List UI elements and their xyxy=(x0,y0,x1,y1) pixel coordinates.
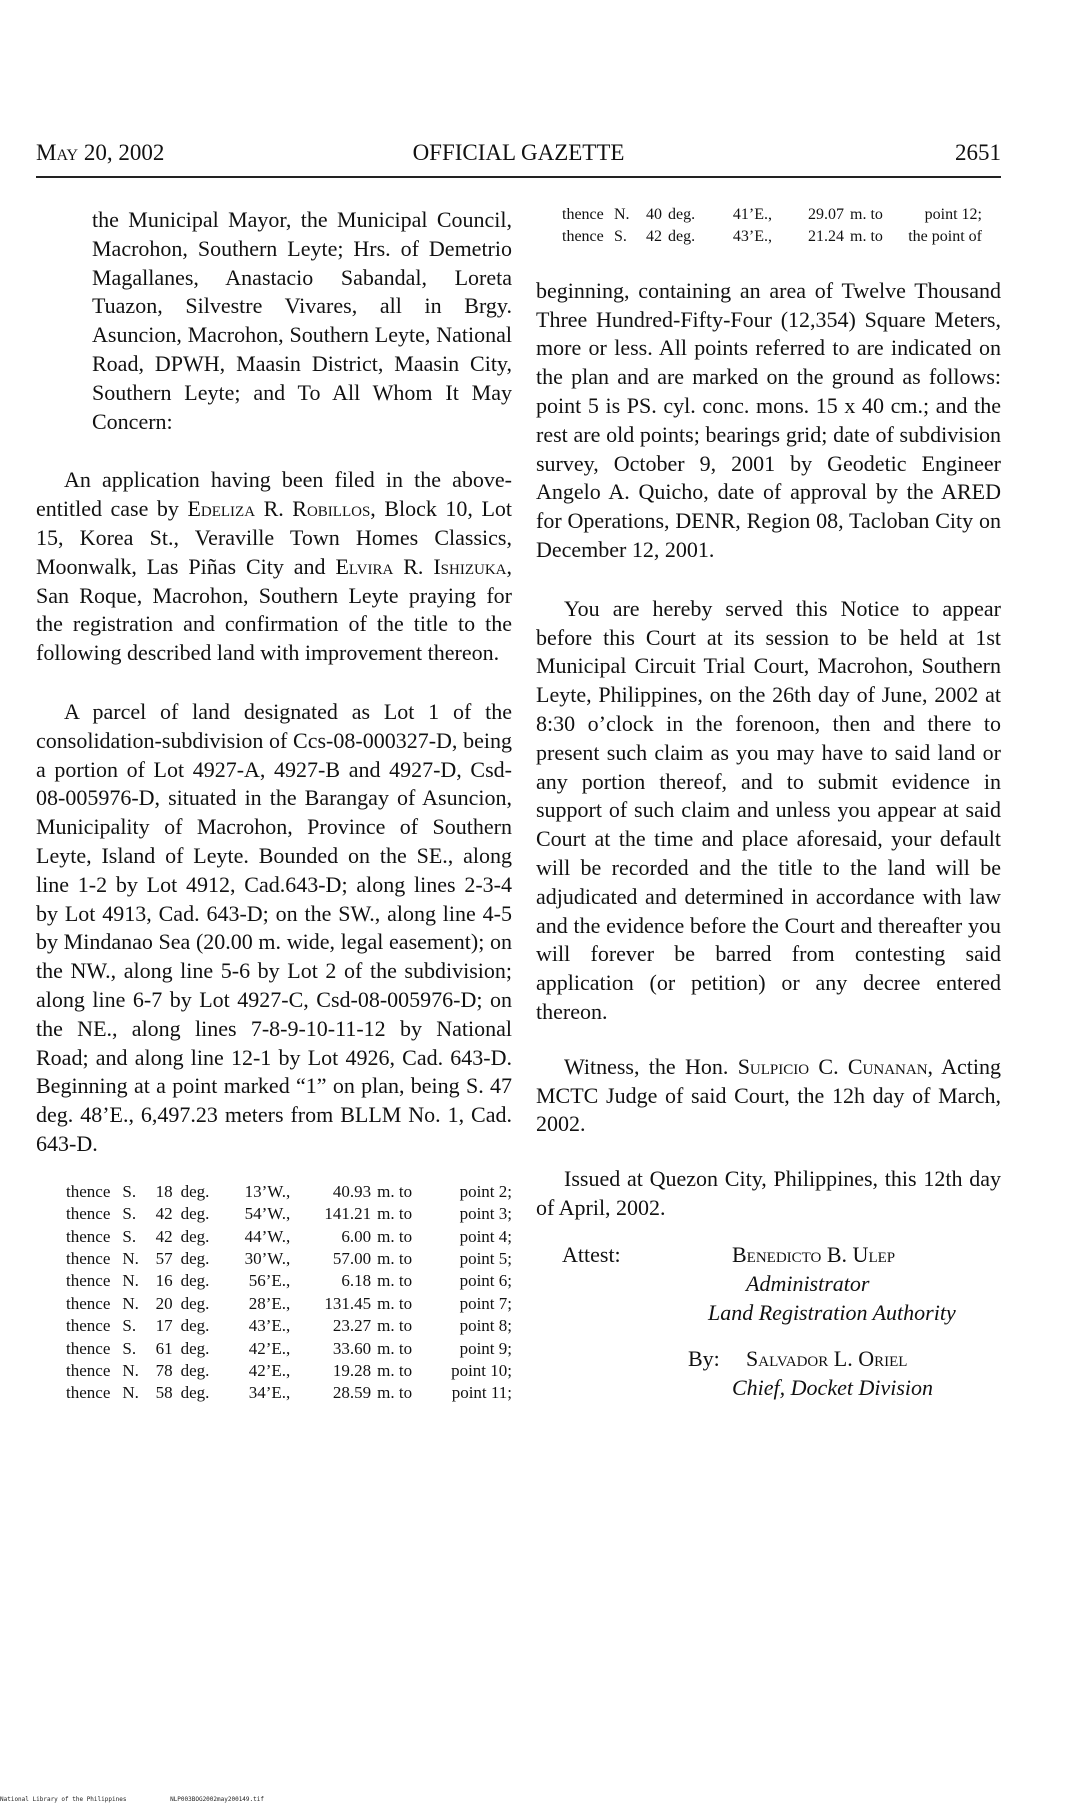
bearings-table-right xyxy=(562,204,982,249)
applicant-2-name: Elvira R. Ishizuka xyxy=(335,553,507,579)
bearing-cell: deg. xyxy=(668,228,696,246)
bearing-cell: N. xyxy=(122,1248,139,1268)
scan-file-id: NLP003BOG2002may200149.tif xyxy=(170,1796,264,1803)
bearings-table-left xyxy=(66,1181,512,1405)
bearing-cell: m. to xyxy=(377,1204,413,1224)
bearing-cell: 57 xyxy=(155,1248,173,1268)
header-rule xyxy=(36,176,1001,178)
attest-label: Attest: xyxy=(562,1241,621,1267)
page-header xyxy=(36,140,1001,174)
bearing-row xyxy=(66,1315,512,1337)
bearing-cell: m. to xyxy=(377,1316,413,1336)
bearing-cell: S. xyxy=(614,228,627,246)
bearing-cell: m. to xyxy=(377,1383,413,1403)
bearing-cell: S. xyxy=(122,1204,137,1224)
bearing-cell: 40.93 xyxy=(332,1181,372,1201)
bearing-cell: 42 xyxy=(155,1204,173,1224)
bearing-cell: thence xyxy=(66,1383,111,1403)
bearing-cell: 17 xyxy=(155,1316,173,1336)
bearing-row xyxy=(66,1338,512,1360)
bearing-cell: 44’W., xyxy=(244,1226,291,1246)
bearing-cell: 6.18 xyxy=(341,1271,372,1291)
bearing-cell: deg. xyxy=(668,206,696,223)
bearing-cell: m. to xyxy=(377,1293,413,1313)
bearing-cell: N. xyxy=(122,1383,139,1403)
bearing-cell: 43’E., xyxy=(732,228,772,246)
bearing-cell: thence xyxy=(66,1316,111,1336)
by-signer-title: Chief, Docket Division xyxy=(732,1374,934,1400)
bearing-cell: 42 xyxy=(646,228,662,246)
bearing-cell: 28.59 xyxy=(332,1383,372,1403)
area-description-paragraph: beginning, containing an area of Twelve Thousand Three Hundred-Fifty-Four (12,354) Square Meters, more or less. All points referred to are indicated on the plan and are marked on the ground as follows: point 5 is PS. cyl. conc. mons. 15 x 40 cm.; and the rest are old points; bearings grid; date of subdivision survey, October 9, 2001 by Geodetic Engineer Angelo A. Quicho, date of approval by the ARED for Operations, DENR, Region 08, Tacloban City on December 12, 2001. xyxy=(536,277,1001,562)
bearing-row xyxy=(66,1382,512,1404)
bearing-cell: 78 xyxy=(155,1360,173,1380)
application-text-3: , San Roque, Macrohon, Southern Leyte praying for the registration and confirmation of the title to the following described land with improvement thereon. xyxy=(36,553,512,666)
bearing-row xyxy=(66,1181,512,1203)
bearing-row xyxy=(562,226,982,248)
bearing-cell: deg. xyxy=(180,1293,210,1313)
parcel-description-paragraph: A parcel of land designated as Lot 1 of the consolidation-subdivision of Ccs-08-000327-D, being a portion of Lot 4927-A, 4927-B and 4927-D, Csd-08-005976-D, situated in the Barangay of Asuncion, Municipality of Macrohon, Province of Southern Leyte, Island of Leyte. Bounded on the SE., along line 1-2 by Lot 4912, Cad.643-D; along lines 2-3-4 by Lot 4913, Cad. 643-D; on the SW., along line 4-5 by Mindanao Sea (20.00 m. wide, legal easement); on the NW., along line 5-6 by Lot 2 of the subdivision; along line 6-7 by Lot 4927-C, Csd-08-005976-D; on the NE., along lines 7-8-9-10-11-12 by National Road; and along line 12-1 by Lot 4926, Cad. 643-D. Beginning at a point marked “1” on plan, being S. 47 deg. 48’E., 6,497.23 meters from BLLM No. 1, Cad. 643-D. xyxy=(36,698,512,1156)
bearing-cell: 42’E., xyxy=(248,1338,291,1358)
bearing-cell: S. xyxy=(122,1338,137,1358)
bearing-cell: 61 xyxy=(155,1338,173,1358)
by-block xyxy=(536,1345,1001,1409)
bearing-row xyxy=(66,1226,512,1248)
bearing-cell: deg. xyxy=(180,1316,210,1336)
bearing-cell: thence xyxy=(66,1248,111,1268)
bearing-cell: 56’E., xyxy=(248,1271,291,1291)
publication-title: OFFICIAL GAZETTE xyxy=(412,140,625,165)
bearing-cell: deg. xyxy=(180,1248,210,1268)
scan-footer xyxy=(0,1796,304,1803)
bearing-cell: m. to xyxy=(850,206,883,223)
attest-signer-title: Administrator xyxy=(746,1270,870,1296)
bearing-cell: 42 xyxy=(155,1226,173,1246)
bearing-cell: 131.45 xyxy=(324,1293,372,1313)
bearing-cell: 34’E., xyxy=(248,1383,291,1403)
bearing-cell: thence xyxy=(66,1181,111,1201)
applicant-1-name: Edeliza R. Robillos xyxy=(187,496,371,522)
by-label: By: xyxy=(688,1345,720,1371)
bearing-cell: N. xyxy=(614,206,630,223)
bearing-cell: 28’E., xyxy=(248,1293,291,1313)
bearing-cell: m. to xyxy=(377,1248,413,1268)
bearing-cell: thence xyxy=(66,1226,111,1246)
bearing-cell: 19.28 xyxy=(332,1360,372,1380)
bearing-cell: 20 xyxy=(155,1293,173,1313)
bearing-cell: thence xyxy=(66,1293,111,1313)
bearing-row xyxy=(66,1203,512,1225)
bearing-cell: point 4; xyxy=(459,1226,512,1246)
bearing-cell: 33.60 xyxy=(332,1338,372,1358)
bearing-cell: N. xyxy=(122,1360,139,1380)
bearing-cell: m. to xyxy=(377,1226,413,1246)
bearing-cell: thence xyxy=(66,1271,111,1291)
right-column xyxy=(536,206,1001,1409)
notice-paragraph: You are hereby served this Notice to appear before this Court at its session to be held at 1st Municipal Circuit Trial Court, Macrohon, Southern Leyte, Philippines, on the 26th day of June, 2002 at 8:30 o’clock in the forenoon, then and there to present such claim as you may have to said land or any portion thereof, and to submit evidence in support of such claim and unless you appear at said Court at the time and place aforesaid, your default will be recorded and the title to the land will be adjudicated and determined in accordance with law and the evidence before the Court and thereafter you will forever be barred from contesting said application (or petition) or any decree entered thereon. xyxy=(536,595,1001,1024)
bearing-row xyxy=(562,204,982,226)
bearing-row xyxy=(66,1248,512,1270)
bearing-cell: point 8; xyxy=(459,1316,512,1336)
bearing-cell: point 10; xyxy=(451,1360,512,1380)
judge-name: Sulpicio C. Cunanan xyxy=(737,1053,928,1079)
bearing-cell: thence xyxy=(66,1338,111,1358)
addressees-paragraph: the Municipal Mayor, the Municipal Council, Macrohon, Southern Leyte; Hrs. of Demetrio Magallanes, Anastacio Sabandal, Loreta Tuazon, Silvestre Vivares, all in Brgy. Asuncion, Macrohon, Southern Leyte, National Road, DPWH, Maasin District, Maasin City, Southern Leyte; and To All Whom It May Concern: xyxy=(92,207,512,434)
bearing-cell: m. to xyxy=(377,1338,413,1358)
bearing-cell: 41’E., xyxy=(732,206,772,223)
library-credit: National Library of the Philippines xyxy=(0,1796,127,1803)
bearing-cell: point 11; xyxy=(451,1383,512,1403)
bearing-cell: N. xyxy=(122,1271,139,1291)
bearing-cell: point 12; xyxy=(924,206,982,223)
application-text-2: , Block 10, Lot 15, Korea St., Veraville Town Homes Classics, Moonwalk, Las Piñas City and xyxy=(36,496,512,579)
bearing-cell: point 2; xyxy=(459,1181,512,1201)
bearing-row xyxy=(66,1270,512,1292)
bearing-cell: point 9; xyxy=(459,1338,512,1358)
bearing-cell: deg. xyxy=(180,1338,210,1358)
bearing-cell: 16 xyxy=(155,1271,173,1291)
bearing-cell: m. to xyxy=(377,1271,413,1291)
bearing-cell: S. xyxy=(122,1316,137,1336)
attest-signer-name: Benedicto B. Ulep xyxy=(732,1241,896,1267)
bearing-cell: 23.27 xyxy=(332,1316,372,1336)
bearing-cell: point 6; xyxy=(459,1271,512,1291)
bearing-cell: 42’E., xyxy=(248,1360,291,1380)
page-number: 2651 xyxy=(955,140,1001,165)
bearing-cell: point 7; xyxy=(459,1293,512,1313)
bearing-cell: 54’W., xyxy=(244,1204,291,1224)
bearing-cell: point 5; xyxy=(459,1248,512,1268)
witness-text-1: Witness, the Hon. xyxy=(564,1053,729,1079)
left-column xyxy=(36,206,512,1405)
bearing-cell: deg. xyxy=(180,1204,210,1224)
bearing-cell: thence xyxy=(562,206,604,223)
attest-block xyxy=(536,1241,1001,1337)
bearing-cell: 18 xyxy=(155,1181,173,1201)
by-signer-name: Salvador L. Oriel xyxy=(746,1345,908,1371)
issued-paragraph: Issued at Quezon City, Philippines, this 12th day of April, 2002. xyxy=(536,1166,1001,1220)
bearing-cell: m. to xyxy=(377,1181,413,1201)
bearing-cell: deg. xyxy=(180,1271,210,1291)
witness-text-2: , Acting MCTC Judge of said Court, the 12h day of March, 2002. xyxy=(536,1053,1002,1137)
bearing-cell: point 3; xyxy=(459,1204,512,1224)
bearing-row xyxy=(66,1293,512,1315)
bearing-cell: m. to xyxy=(377,1360,413,1380)
bearing-cell: thence xyxy=(66,1204,111,1224)
bearing-cell: 40 xyxy=(646,206,662,223)
bearing-cell: thence xyxy=(66,1360,111,1380)
bearing-cell: N. xyxy=(122,1293,139,1313)
bearing-cell: deg. xyxy=(180,1181,210,1201)
bearing-cell: 6.00 xyxy=(341,1226,372,1246)
application-paragraph xyxy=(36,466,512,668)
bearing-cell: m. to xyxy=(850,228,883,246)
bearing-row xyxy=(66,1360,512,1382)
bearing-cell: deg. xyxy=(180,1226,210,1246)
bearing-cell: 29.07 xyxy=(808,206,844,223)
bearing-cell: S. xyxy=(122,1226,137,1246)
bearing-cell: S. xyxy=(122,1181,137,1201)
bearing-cell: 43’E., xyxy=(248,1316,291,1336)
application-text-1: An application having been filed in the above-entitled case by xyxy=(36,467,512,522)
bearing-cell: the point of xyxy=(908,228,982,246)
bearing-cell: 30’W., xyxy=(244,1248,291,1268)
bearing-cell: 58 xyxy=(155,1383,173,1403)
bearing-cell: 21.24 xyxy=(808,228,844,246)
bearing-cell: 13’W., xyxy=(244,1181,291,1201)
bearing-cell: deg. xyxy=(180,1360,210,1380)
bearing-cell: 141.21 xyxy=(324,1204,372,1224)
bearing-cell: 57.00 xyxy=(332,1248,372,1268)
witness-paragraph xyxy=(536,1053,1001,1139)
issue-date: May 20, 2002 xyxy=(36,140,165,165)
attest-signer-agency: Land Registration Authority xyxy=(708,1299,956,1325)
bearing-cell: deg. xyxy=(180,1383,210,1403)
bearing-cell: thence xyxy=(562,228,604,246)
